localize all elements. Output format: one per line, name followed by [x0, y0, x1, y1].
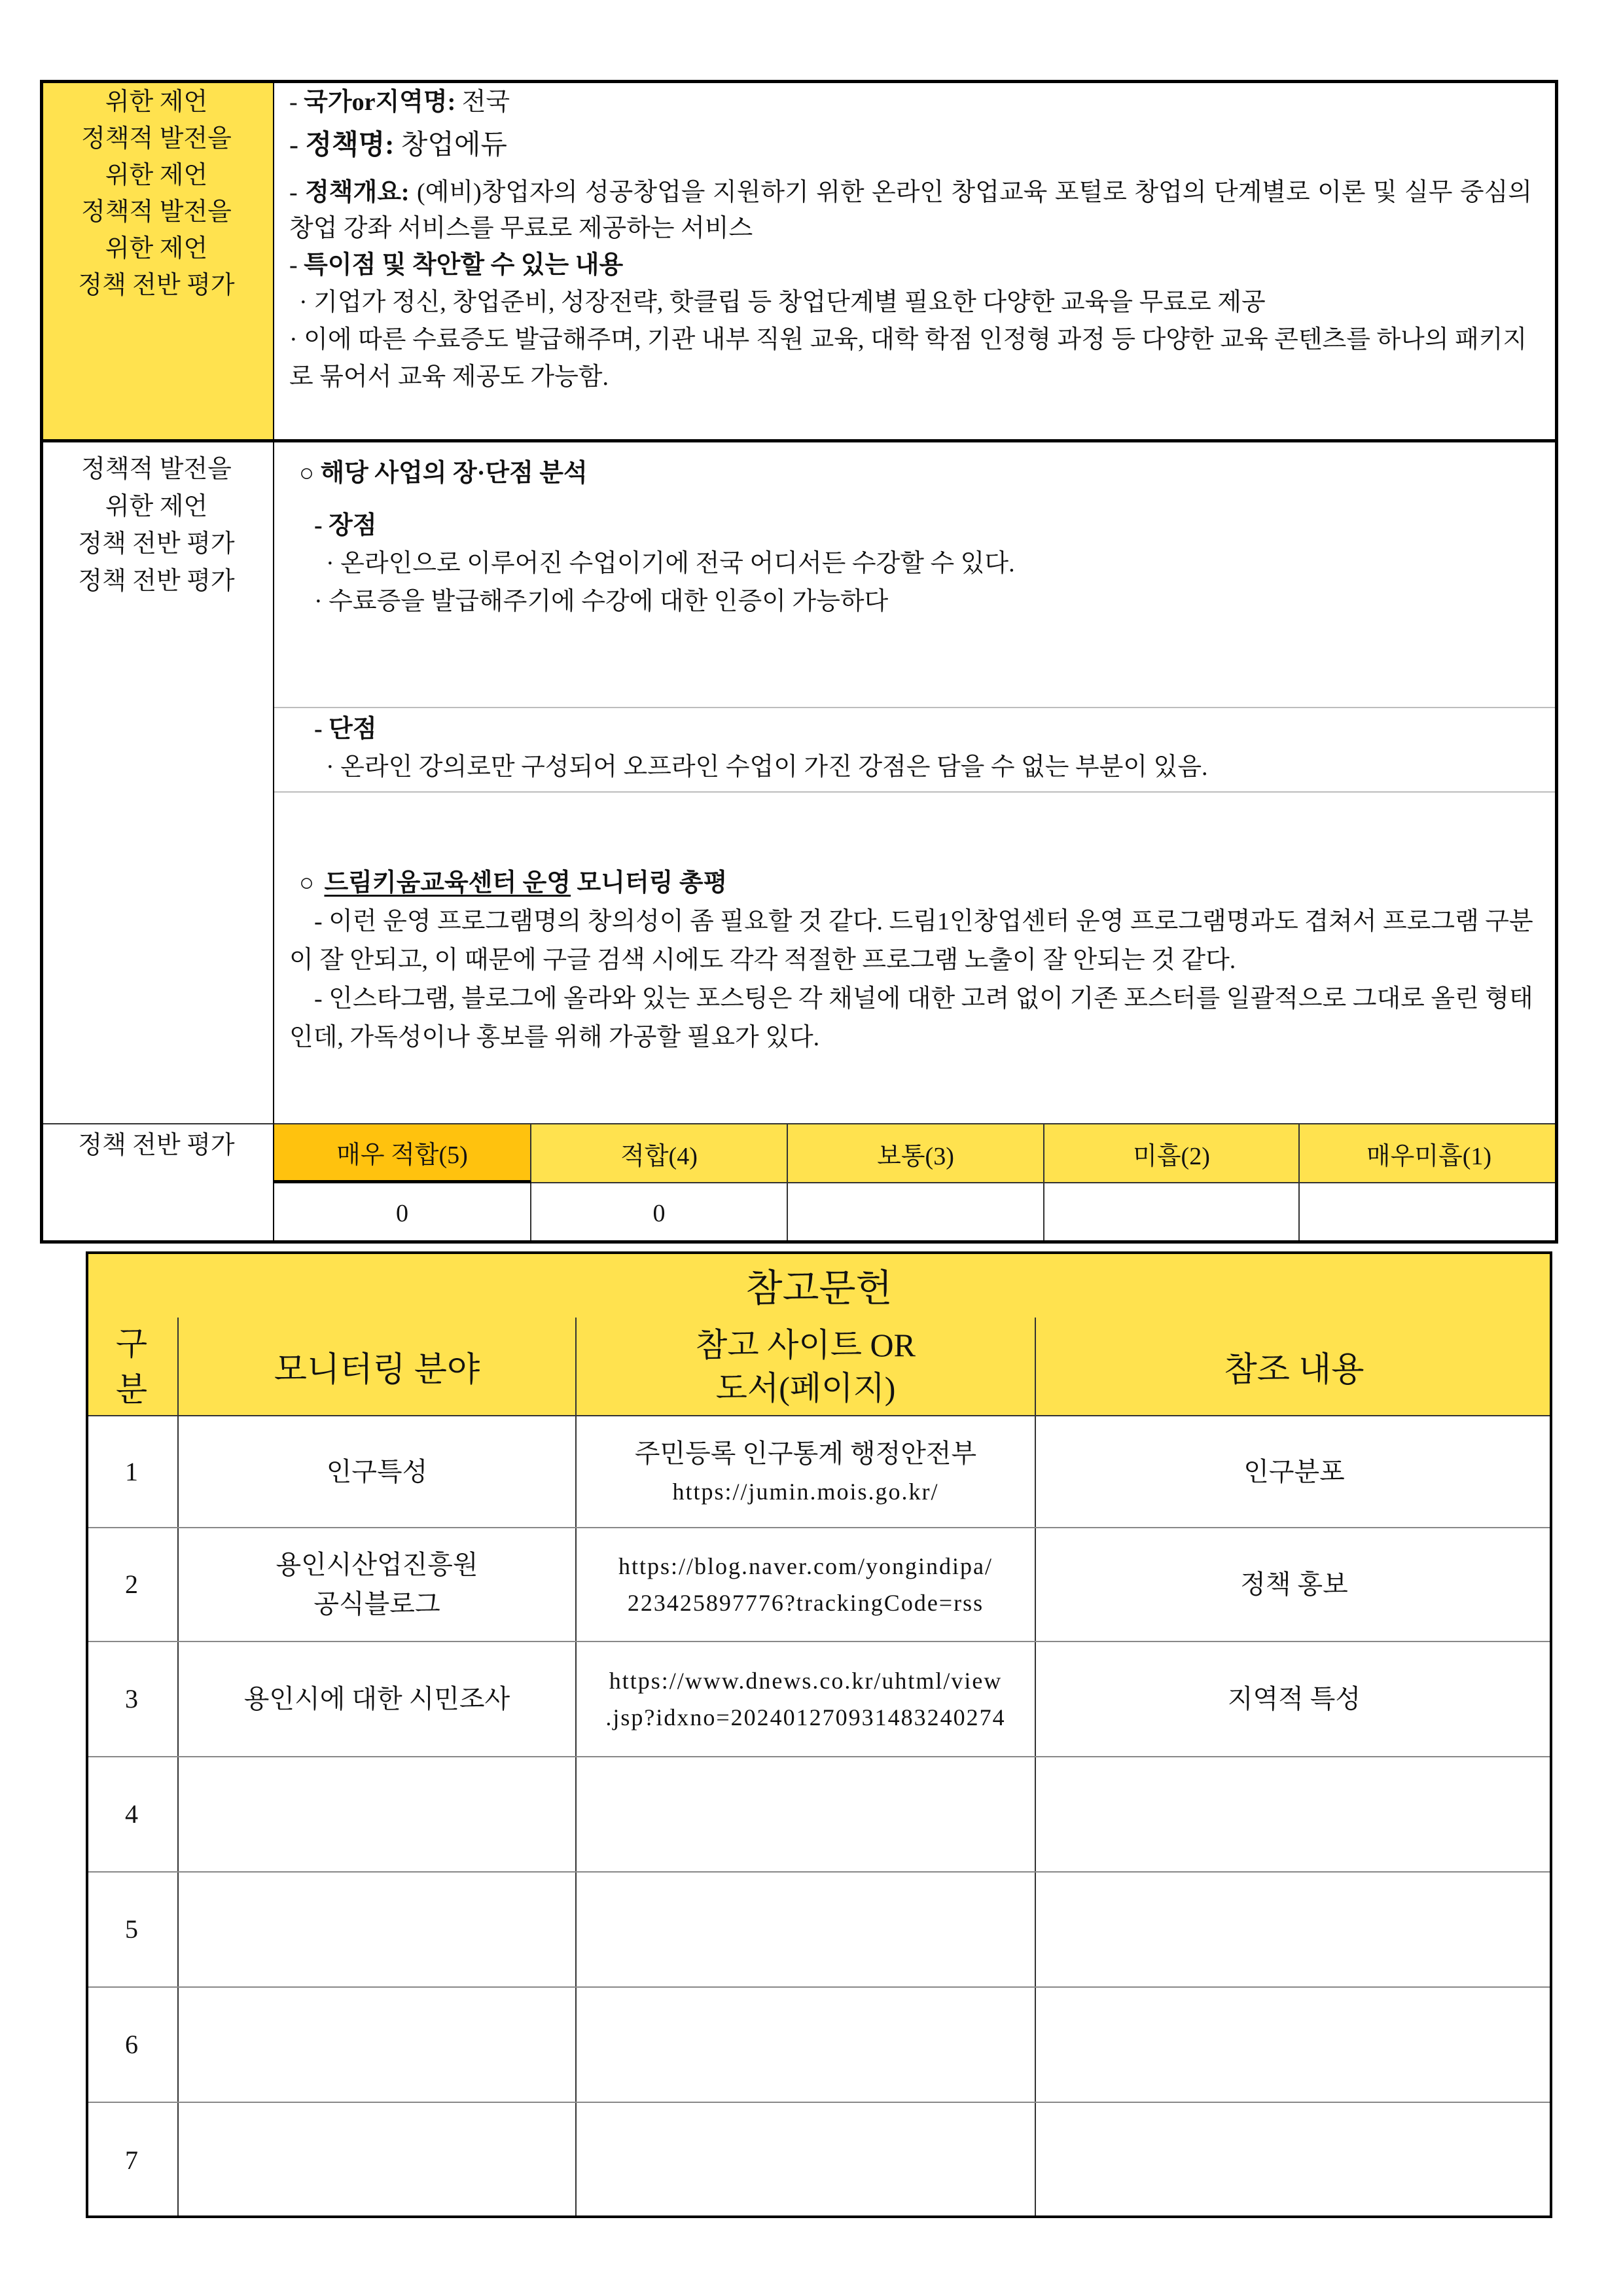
row-content: 인구분포 — [1243, 1456, 1345, 1486]
row-field — [179, 1528, 577, 1641]
row-content — [1036, 1757, 1552, 1871]
row-field — [179, 1873, 577, 1986]
row-field — [179, 1988, 577, 2102]
header-content-text: 참조 내용 — [1224, 1352, 1364, 1389]
row-source — [577, 1873, 1036, 1986]
label-line: 위한 제언 — [105, 162, 208, 189]
label-line: 정책적 발전을 — [81, 198, 232, 226]
header-number-line: 분 — [115, 1371, 148, 1408]
row-field — [179, 1642, 577, 1756]
row-number: 4 — [86, 1757, 179, 1871]
row-source — [577, 2103, 1036, 2218]
header-number-line: 구 — [115, 1325, 148, 1362]
row-source — [577, 1528, 1036, 1641]
policy-summary-value: (예비)창업자의 성공창업을 지원하기 위한 온라인 창업교육 포털로 창업의 단계별로 이론 및 실무 중심의 창업 강좌 서비스를 무료로 제공하는 서비스 — [289, 179, 1533, 242]
row-number: 3 — [86, 1642, 179, 1756]
row-number: 1 — [86, 1416, 179, 1527]
review-heading-underlined: 드림키움교육센터 운영 — [324, 869, 571, 897]
row-content: 지역적 특성 — [1227, 1684, 1361, 1713]
row-content — [1036, 1988, 1552, 2102]
rating-value-very-insufficient — [1300, 1183, 1558, 1244]
rating-header-very-suitable: 매우 적합(5) — [274, 1124, 531, 1183]
row-number: 5 — [86, 1873, 179, 1986]
row-source — [577, 1757, 1036, 1871]
row-source-url: 223425897776?trackingCode=rss — [627, 1590, 984, 1616]
row-content — [1036, 1873, 1552, 1986]
dash-bullet: - — [289, 88, 298, 116]
label-line: 정책적 발전을 — [81, 456, 232, 483]
label-line: 위한 제언 — [105, 88, 208, 116]
row-field — [179, 1416, 577, 1527]
table-row — [86, 1642, 1552, 1757]
rating-value-suitable: 0 — [531, 1183, 788, 1244]
row-number: 6 — [86, 1988, 179, 2102]
row-field-line: 인구특성 — [326, 1456, 428, 1486]
row-source-url: https://blog.naver.com/yongindipa/ — [618, 1553, 993, 1579]
circle-marker-icon: ○ — [299, 459, 314, 487]
header-source-line: 도서(페이지) — [715, 1369, 896, 1407]
policy-summary-line — [289, 175, 1532, 247]
notes-heading-line — [289, 247, 1532, 284]
region-value: 전국 — [461, 88, 510, 116]
references-table — [86, 1251, 1552, 2218]
header-reference-content — [1036, 1318, 1552, 1416]
rating-value-average — [788, 1183, 1044, 1244]
table-row — [86, 1873, 1552, 1988]
note-item: · 기업가 정신, 창업준비, 성장전략, 핫클립 등 창업단계별 필요한 다양한 교육을 무료로 제공 — [299, 289, 1266, 316]
row-field — [179, 1757, 577, 1871]
row-field-line: 용인시에 대한 시민조사 — [243, 1684, 510, 1713]
table-row — [86, 2103, 1552, 2218]
row-source — [577, 1642, 1036, 1756]
pros-item: · 온라인으로 이루어진 수업이기에 전국 어디서든 수강할 수 있다. — [326, 550, 1015, 577]
pros-cell — [274, 442, 1558, 708]
pros-heading — [314, 507, 1539, 545]
header-monitoring-field-text: 모니터링 분야 — [274, 1352, 480, 1389]
policy-summary-label: 정책개요: — [305, 179, 410, 206]
table-row — [86, 1528, 1552, 1642]
label-line: 정책 전반 평가 — [78, 1132, 235, 1159]
table-row — [86, 1757, 1552, 1873]
row-content: 정책 홍보 — [1240, 1570, 1348, 1599]
review-paragraph: - 인스타그램, 블로그에 올라와 있는 포스팅은 각 채널에 대한 고려 없이 기존 포스터를 일괄적으로 그대로 올린 형태인데, 가독성이나 홍보를 위해 가공할 필요가 있다. — [289, 985, 1533, 1051]
policy-name-value: 창업에듀 — [401, 130, 507, 160]
cons-item: · 온라인 강의로만 구성되어 오프라인 수업이 가진 강점은 담을 수 없는 부분이 있음. — [326, 753, 1208, 781]
notes-heading: 특이점 및 착안할 수 있는 내용 — [304, 251, 624, 279]
policy-overview-cell — [274, 80, 1558, 442]
label-line: 위한 제언 — [105, 235, 208, 262]
policy-name-line — [289, 127, 1532, 164]
table-row — [86, 1988, 1552, 2103]
dash-bullet: - — [289, 251, 298, 279]
header-number — [86, 1318, 179, 1416]
label-line: 정책적 발전을 — [81, 125, 232, 152]
rating-value-very-suitable: 0 — [274, 1183, 531, 1244]
label-line: 정책 전반 평가 — [78, 567, 235, 595]
label-line: 정책 전반 평가 — [78, 272, 235, 299]
header-source-line: 참고 사이트 OR — [696, 1326, 916, 1363]
references-title: 참고문헌 — [86, 1251, 1552, 1318]
rating-section-label — [40, 1124, 274, 1244]
policy-name-label: 정책명: — [305, 130, 395, 160]
header-reference-source — [577, 1318, 1036, 1416]
table-row — [86, 1416, 1552, 1528]
policy-evaluation-table — [40, 80, 1558, 1244]
row-number: 7 — [86, 2103, 179, 2218]
monitoring-review-cell — [274, 793, 1558, 1124]
cons-cell — [274, 708, 1558, 793]
rating-header-insufficient: 미흡(2) — [1044, 1124, 1300, 1183]
overview-section-label — [40, 80, 274, 442]
rating-header-suitable: 적합(4) — [531, 1124, 788, 1183]
header-monitoring-field — [179, 1318, 577, 1416]
row-source-url: https://www.dnews.co.kr/uhtml/view — [609, 1668, 1003, 1694]
row-content — [1036, 2103, 1552, 2218]
note-item: · 이에 따른 수료증도 발급해주며, 기관 내부 직원 교육, 대학 학점 인정형 과정 등 다양한 교육 콘텐츠를 하나의 패키지로 묶어서 교육 제공도 가능함. — [289, 326, 1527, 391]
rating-header-very-insufficient: 매우미흡(1) — [1300, 1124, 1558, 1183]
review-paragraph: - 이런 운영 프로그램명의 창의성이 좀 필요할 것 같다. 드림1인창업센터 운영 프로그램명과도 겹쳐서 프로그램 구분이 잘 안되고, 이 때문에 구글 검색 시에도 각각 적절한 프로그램 노출이 잘 안되는 것 같다. — [289, 908, 1533, 974]
row-source-url: https://jumin.mois.go.kr/ — [672, 1478, 939, 1505]
region-line — [289, 84, 1532, 121]
cons-heading-text: - 단점 — [314, 715, 377, 743]
region-label: 국가or지역명: — [304, 88, 456, 116]
row-source-url: .jsp?idxno=202401270931483240274 — [605, 1704, 1006, 1731]
row-field — [179, 2103, 577, 2218]
analysis-section-label — [40, 442, 274, 1124]
cons-heading — [314, 710, 1539, 748]
dash-bullet: - — [289, 130, 298, 160]
row-source-line: 주민등록 인구통계 행정안전부 — [634, 1438, 977, 1468]
circle-marker-icon: ○ — [299, 869, 314, 897]
review-heading-rest: 모니터링 총평 — [577, 869, 728, 897]
label-line: 정책 전반 평가 — [78, 530, 235, 558]
row-field-line: 공식블로그 — [313, 1589, 440, 1619]
row-number: 2 — [86, 1528, 179, 1641]
analysis-heading — [299, 454, 1539, 492]
dash-bullet: - — [289, 179, 298, 206]
row-source — [577, 1416, 1036, 1527]
row-field-line: 용인시산업진흥원 — [276, 1550, 478, 1579]
row-source — [577, 1988, 1036, 2102]
pros-heading-text: - 장점 — [314, 512, 377, 539]
rating-header-average: 보통(3) — [788, 1124, 1044, 1183]
review-heading — [299, 864, 1545, 903]
pros-item: · 수료증을 발급해주기에 수강에 대한 인증이 가능하다 — [314, 588, 889, 615]
analysis-heading-text: 해당 사업의 장·단점 분석 — [320, 459, 588, 487]
label-line: 위한 제언 — [105, 493, 208, 520]
rating-value-insufficient — [1044, 1183, 1300, 1244]
